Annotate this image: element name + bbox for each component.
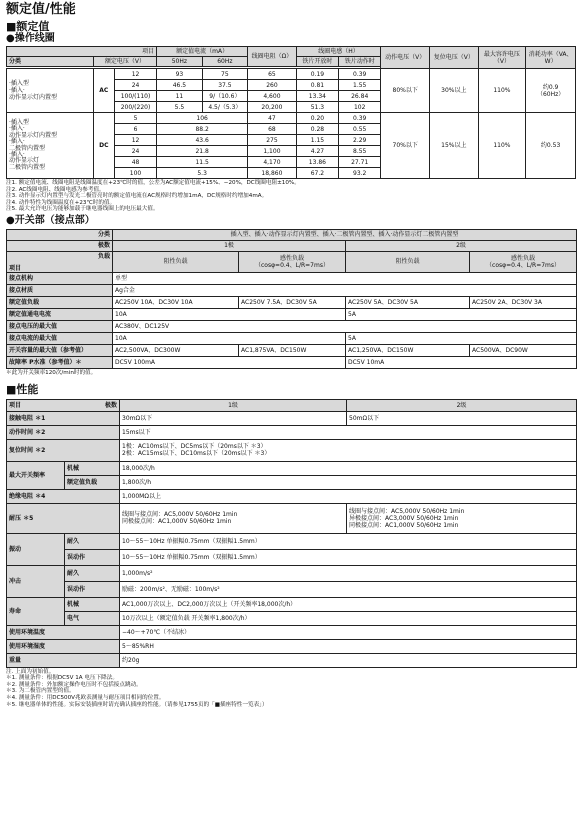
coil-hdr-resistance: 线圈电阻（Ω） [248,47,297,67]
coil-dc-pickup: 70%以下 [381,113,430,179]
coil-dc-i: 11.5 [157,157,248,168]
switch-row-value: 5A [346,332,577,344]
coil-dc-l1: 67.2 [296,168,338,179]
coil-dc-v: 100 [114,168,156,179]
perf-sub: 机械 [65,597,120,611]
coil-ac-i50: 46.5 [157,80,202,91]
switch-row-value: Ag合金 [113,284,577,296]
switch-note: ＊此为开关频率120次/min时的值。 [6,369,97,376]
coil-dc-l1: 4.27 [296,146,338,157]
coil-dc-l2: 0.55 [339,124,381,135]
coil-dc-max: 110% [478,113,526,179]
coil-dc-r: 18,860 [248,168,297,179]
perf-note: 注. 上面为初始值。 [6,668,55,675]
perf-value: 1,000MΩ以上 [120,489,577,503]
ratings-heading: ■额定值 [6,20,50,33]
switch-row-value: 5A [346,308,577,320]
page-title: 额定值/性能 [6,2,76,17]
coil-ac-r: 260 [248,80,297,91]
coil-dc-v: 6 [114,124,156,135]
coil-dc-i: 43.6 [157,135,248,146]
coil-note: 注5. 最大允许电压为能够加载于继电器线圈上的电压最大值。 [6,206,159,213]
switch-row-name: 开关容量的最大值（参考值） [7,344,113,356]
perf-heading: ■性能 [6,382,39,396]
switch-row-name: 接点机构 [7,272,113,284]
coil-ac-i60: 75 [202,69,247,80]
perf-max-freq: 最大开关频率 [7,461,65,489]
perf-hdr-item: 项目 [9,401,22,409]
coil-hdr-rated-current: 额定值电流（mA） [157,47,248,57]
coil-dc-r: 1,100 [248,146,297,157]
switch-row-name: 接点电流的最大值 [7,332,113,344]
coil-hdr-inductance: 线圈电感（H） [296,47,381,57]
switch-row-value: AC250V 7.5A、DC30V 5A [239,296,346,308]
switch-pole2: 2级 [346,240,577,251]
coil-dc-l1: 0.20 [296,113,338,124]
coil-hdr-voltage: 额定电压（V） [93,57,156,67]
coil-ac-v: 24 [114,80,156,91]
switch-row-value: AC500VA、DC90W [470,344,577,356]
coil-hdr-dropout: 复位电压（V） [430,47,479,69]
coil-dc-l2: 0.39 [339,113,381,124]
switch-hdr-category-val: 插入型、插入·动作显示灯内置型、插入·二极管内置型、插入·动作显示灯二极管内置型 [113,229,577,240]
coil-ac-i50: 5.5 [157,102,202,113]
switch-hdr-load: 负载 [97,252,110,260]
coil-dc-i: 106 [157,113,248,124]
perf-pole2: 2级 [347,399,577,411]
coil-dc-l2: 93.2 [339,168,381,179]
coil-ac-l2: 1.55 [339,80,381,91]
perf-value: 18,000次/h [120,461,577,475]
coil-dc-types: ·插入型 ·插入· 动作显示灯内置型 ·插入· 二极管内置型 ·插入· 动作显示灯 二极管内置型 [7,113,94,179]
coil-dc-v: 48 [114,157,156,168]
coil-dc-l2: 2.29 [339,135,381,146]
coil-dc-r: 4,170 [248,157,297,168]
perf-life: 寿命 [7,597,65,625]
coil-hdr-pickup: 动作电压（V） [381,47,430,69]
switch-row-value: DC5V 100mA [113,356,346,368]
coil-ac-i50: 11 [157,91,202,102]
switch-row-value: AC250V 2A、DC30V 3A [470,296,577,308]
coil-dc-power: 约0.53 [526,113,576,179]
coil-ac-r: 65 [248,69,297,80]
coil-ac-l2: 26.84 [339,91,381,102]
perf-sub: 误动作 [65,549,120,565]
coil-dc-l2: 27.71 [339,157,381,168]
switch-row-value: AC2,500VA、DC300W [113,344,239,356]
coil-hdr-max: 最大容许电压（V） [478,47,526,69]
perf-note: ＊2. 测量条件：外加额定操作电压时不包括接点跳动。 [6,681,142,688]
perf-pole1: 1级 [120,399,347,411]
coil-ac-v: 100/(110) [114,91,156,102]
perf-value: 10～55～10Hz 单振幅0.75mm（双振幅1.5mm） [120,549,577,565]
coil-dc-dropout: 15%以上 [430,113,479,179]
coil-dc-l1: 0.28 [296,124,338,135]
coil-hdr-power: 消耗功率（VA、W） [526,47,576,69]
switch-load-resistive: 阻性负载 [113,251,239,272]
perf-note: ＊4. 测量条件：用DC500V兆欧表测量与耐压项目相同的位置。 [6,694,165,701]
perf-sub: 耐久 [65,533,120,549]
perf-sub: 额定值负载 [65,475,120,489]
perf-sub: 耐久 [65,565,120,581]
switch-row-value: AC1,250VA、DC150W [346,344,470,356]
coil-ac-types: ·插入型 ·插入· 动作显示灯内置型 [7,69,94,113]
switch-row-value: AC250V 10A、DC30V 10A [113,296,239,308]
coil-ac-l1: 13.34 [296,91,338,102]
perf-value: 10万次以上（额定值负载 开关频率1,800次/h） [120,611,577,625]
perf-contact-resistance: 接触电阻 ＊1 [7,411,120,425]
coil-hdr-item: 项目 [7,47,157,57]
switch-row-name: 额定值负载 [7,296,113,308]
coil-ac-v: 12 [114,69,156,80]
perf-note: ＊1. 测量条件：根据DC5V 1A 电压下降法。 [6,675,118,682]
coil-ac-i60: 9/（10.6） [202,91,247,102]
coil-dc-i: 88.2 [157,124,248,135]
perf-note: ＊3. 为二极管内置型的值。 [6,688,75,695]
perf-sub: 误动作 [65,581,120,597]
switch-table [6,229,577,369]
perf-value: 线圈与接点间：AC5,000V 50/60Hz 1min 同极接点间：AC1,000V 50/60Hz 1min [120,503,347,533]
coil-dc-v: 24 [114,146,156,157]
switch-row-name: 故障率 P水准（参考值）＊ [7,356,113,368]
perf-value: 约20g [120,653,577,667]
coil-ac-l1: 0.81 [296,80,338,91]
switch-heading: ●开关部（接点部） [6,214,95,226]
coil-hdr-category: 分类 [7,57,94,67]
switch-load-inductive: 感性负载 （cosφ=0.4、L/R=7ms） [470,251,577,272]
coil-dc-r: 68 [248,124,297,135]
switch-load-resistive: 阻性负载 [346,251,470,272]
coil-ac-r: 20,200 [248,102,297,113]
coil-ac-power: 约0.9 （60Hz） [526,69,576,113]
perf-insulation: 绝缘电阻 ＊4 [7,489,120,503]
perf-ambient-hum: 使用环境湿度 [7,639,120,653]
switch-load-inductive: 感性负载 （cosφ=0.4、L/R=7ms） [239,251,346,272]
switch-row-name: 接点电压的最大值 [7,320,113,332]
coil-dc-label: DC [93,113,114,179]
coil-table [6,46,576,179]
perf-sub: 电气 [65,611,120,625]
perf-table [6,399,577,668]
coil-ac-i60: 4.5/（5.3） [202,102,247,113]
switch-hdr-item: 项目 [9,264,22,272]
switch-hdr-category: 分类 [7,229,113,240]
perf-weight: 重量 [7,653,120,667]
coil-dc-l1: 1.15 [296,135,338,146]
coil-dc-v: 5 [114,113,156,124]
perf-release-time: 复位时间 ＊2 [7,439,120,461]
perf-value: 30mΩ以下 [120,411,347,425]
coil-dc-v: 12 [114,135,156,146]
switch-row-name: 接点材质 [7,284,113,296]
switch-row-value: DC5V 10mA [346,356,577,368]
switch-row-value: AC380V、DC125V [113,320,577,332]
coil-ac-i60: 37.5 [202,80,247,91]
coil-dc-i: 5.3 [157,168,248,179]
switch-row-value: 10A [113,332,346,344]
perf-value: −40～+70℃（不结冰） [120,625,577,639]
coil-note: 注1. 额定值电流、线圈电阻是线圈温度在+23℃时的值，公差为AC额定值电流+15%、−20%，DC线圈电阻±10%。 [6,180,300,186]
coil-ac-l2: 102 [339,102,381,113]
coil-dc-l1: 13.86 [296,157,338,168]
coil-heading: ●操作线圈 [6,33,55,44]
perf-value: 1,000m/s² [120,565,577,581]
perf-value: 5～85%RH [120,639,577,653]
coil-hdr-iron-open: 铁片开放时 [296,57,338,67]
switch-row-value: AC250V 5A、DC30V 5A [346,296,470,308]
perf-hdr-poles: 极数 [104,401,117,409]
perf-value: 1极：AC10ms以下、DC5ms以下（20ms以下 ＊3） 2极：AC15ms以下、DC10ms以下（20ms以下 ＊3） [120,439,577,461]
coil-ac-l2: 0.39 [339,69,381,80]
switch-row-value: 单型 [113,272,577,284]
coil-ac-pickup: 80%以下 [381,69,430,113]
coil-ac-max: 110% [478,69,526,113]
coil-hdr-50hz: 50Hz [157,57,202,67]
switch-row-name: 额定值通电电流 [7,308,113,320]
perf-ambient-temp: 使用环境温度 [7,625,120,639]
coil-dc-l2: 8.55 [339,146,381,157]
coil-ac-r: 4,600 [248,91,297,102]
perf-value: AC1,000万次以上、DC2,000万次以上（开关频率18,000次/h） [120,597,577,611]
coil-ac-l1: 51.3 [296,102,338,113]
coil-hdr-60hz: 60Hz [202,57,247,67]
switch-hdr-poles: 极数 [7,240,113,251]
coil-notes [6,180,576,213]
coil-dc-i: 21.8 [157,146,248,157]
perf-value: 励磁：200m/s²、无励磁：100m/s² [120,581,577,597]
coil-ac-i50: 93 [157,69,202,80]
switch-row-value: AC1,875VA、DC150W [239,344,346,356]
perf-operate-time: 动作时间 ＊2 [7,425,120,439]
perf-notes [6,669,576,709]
switch-pole1: 1极 [113,240,346,251]
coil-ac-dropout: 30%以上 [430,69,479,113]
perf-withstand: 耐压 ＊5 [7,503,120,533]
perf-sub: 机械 [65,461,120,475]
perf-value: 50mΩ以下 [347,411,577,425]
coil-note: 注4. 动作特性为线圈温度在+23℃时的值。 [6,199,116,206]
switch-row-value: 10A [113,308,346,320]
coil-ac-l1: 0.19 [296,69,338,80]
coil-note: 注2. AC线圈电阻、线圈电感为参考值。 [6,186,105,193]
coil-dc-r: 47 [248,113,297,124]
perf-value: 15ms以下 [120,425,577,439]
coil-ac-v: 200/(220) [114,102,156,113]
perf-value: 1,800次/h [120,475,577,489]
coil-hdr-iron-closed: 铁片动作时 [339,57,381,67]
perf-value: 10～55～10Hz 单振幅0.75mm（双振幅1.5mm） [120,533,577,549]
coil-note: 注3. 动作显示灯内置型与发光二极管亮时的额定值电流在AC规格时约增加1mA，DC规格时约增加4mA。 [6,193,268,200]
perf-vibration: 振动 [7,533,65,565]
perf-note: ＊5. 继电器单体的性能。实际安装插座时请充确认插座的性能。（请参见1755页的「■插座特性一览表」） [6,701,268,708]
coil-ac-label: AC [93,69,114,113]
coil-dc-r: 275 [248,135,297,146]
perf-value: 线圈与接点间：AC5,000V 50/60Hz 1min 异极接点间：AC3,000V 50/60Hz 1min 同极接点间：AC1,000V 50/60Hz 1min [347,503,577,533]
perf-shock: 冲击 [7,565,65,597]
